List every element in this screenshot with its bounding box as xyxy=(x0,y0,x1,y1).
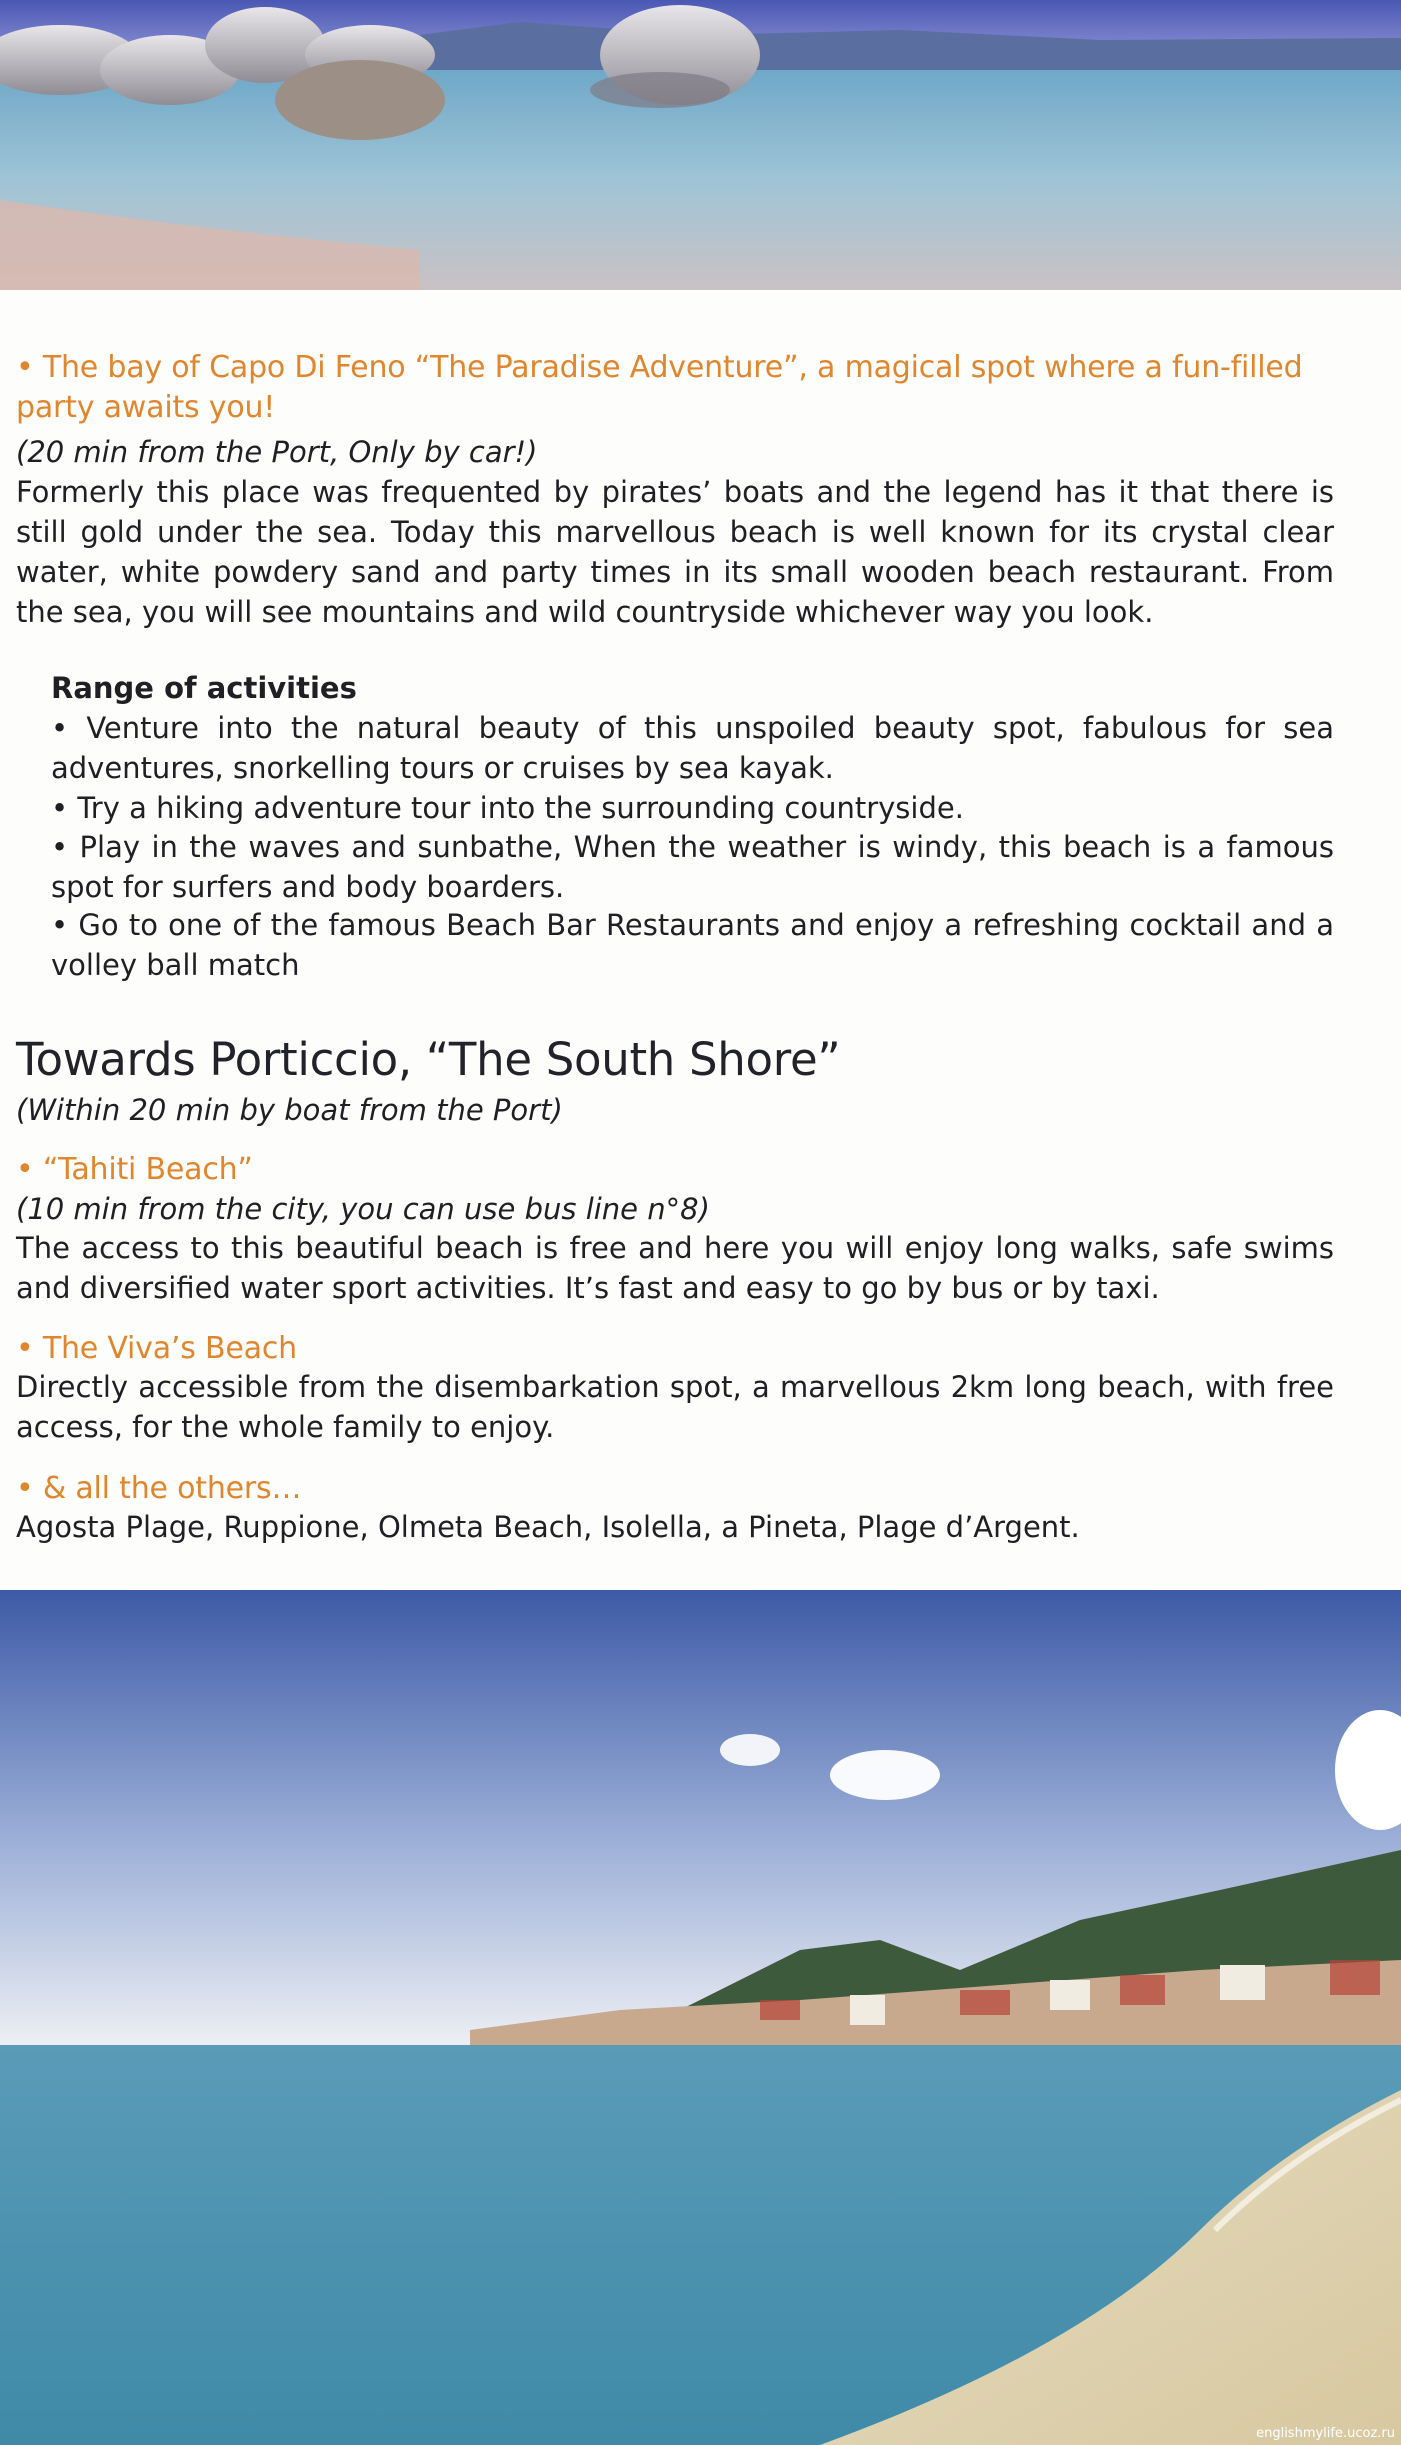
vivas-beach-description: Directly accessible from the disembarkation spot, a marvellous 2km long beach, with free access, for the whole family to enjoy. xyxy=(16,1370,1334,1444)
tahiti-beach-heading: • “Tahiti Beach” xyxy=(16,1152,253,1187)
activity-item-4: • Go to one of the famous Beach Bar Restaurants and enjoy a refreshing cocktail and a volley ball match xyxy=(51,908,1334,982)
capo-di-feno-heading: • The bay of Capo Di Feno “The Paradise Adventure”, a magical spot where a fun-filled party awaits you! xyxy=(16,350,1303,425)
rocky-cove-image xyxy=(0,0,1401,290)
activities-title: Range of activities xyxy=(51,671,357,705)
vivas-beach-heading: • The Viva’s Beach xyxy=(16,1331,297,1366)
other-beaches-heading: • & all the others… xyxy=(16,1471,302,1506)
bay-town-image xyxy=(0,1590,1401,2445)
source-credit: englishmylife.ucoz.ru xyxy=(1256,2426,1395,2441)
activity-item-3: • Play in the waves and sunbathe, When the weather is windy, this beach is a famous spot for surfers and body boarders. xyxy=(51,830,1334,904)
other-beaches-list: Agosta Plage, Ruppione, Olmeta Beach, Isolella, a Pineta, Plage d’Argent. xyxy=(16,1510,1080,1544)
top-beach-photo xyxy=(0,0,1401,290)
activity-item-1: • Venture into the natural beauty of this unspoiled beauty spot, fabulous for sea adventures, snorkelling tours or cruises by sea kayak. xyxy=(51,711,1334,785)
south-shore-subtitle: (Within 20 min by boat from the Port) xyxy=(16,1093,563,1127)
activity-item-2: • Try a hiking adventure tour into the surrounding countryside. xyxy=(51,791,964,825)
south-shore-title: Towards Porticcio, “The South Shore” xyxy=(16,1033,841,1086)
bottom-bay-photo xyxy=(0,1590,1401,2445)
capo-di-feno-access-note: (20 min from the Port, Only by car!) xyxy=(16,435,538,469)
tahiti-beach-description: The access to this beautiful beach is free and here you will enjoy long walks, safe swims and diversified water sport activities. It’s fast and easy to go by bus or by taxi. xyxy=(16,1231,1334,1305)
tahiti-beach-note: (10 min from the city, you can use bus line n°8) xyxy=(16,1192,710,1226)
capo-di-feno-description: Formerly this place was frequented by pirates’ boats and the legend has it that there is still gold under the sea. Today this marvellous beach is well known for its crystal clear water, white powdery sand and party times in its small wooden beach restaurant. From the sea, you will see mountains and wild countryside whichever way you look. xyxy=(16,475,1334,629)
